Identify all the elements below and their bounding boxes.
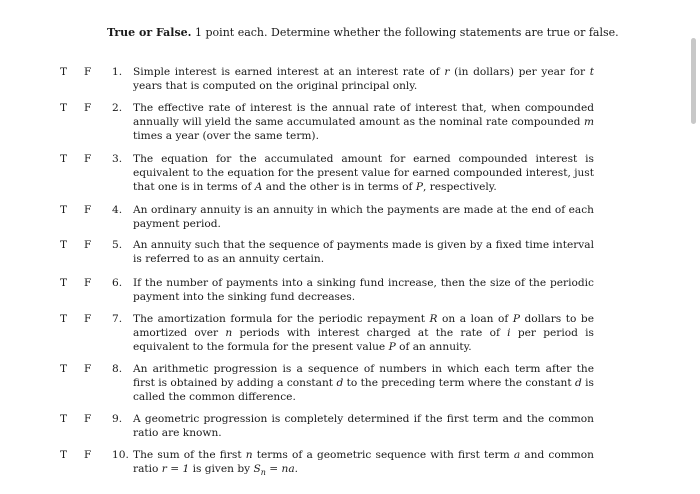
question-text bbox=[133, 312, 594, 355]
false-option[interactable]: F bbox=[84, 313, 92, 325]
true-false-options bbox=[60, 238, 100, 252]
question-number: 10. bbox=[112, 449, 129, 461]
text-run: An annuity such that the sequence of payments made is given by a fixed time interval is referred to as an annuity certain. bbox=[133, 239, 594, 266]
text-run: per period is equivalent to the formula for the present value bbox=[133, 327, 594, 354]
question-number: 3. bbox=[112, 153, 123, 165]
false-option[interactable]: F bbox=[84, 153, 92, 165]
text-run: dollars to be amortized over bbox=[133, 313, 594, 340]
math-symbol: P bbox=[415, 181, 423, 194]
text-run: terms of a geometric sequence with first term bbox=[252, 449, 514, 461]
true-option[interactable]: T bbox=[60, 239, 68, 251]
text-run: is given by bbox=[189, 463, 254, 476]
false-option[interactable]: F bbox=[84, 449, 92, 461]
text-run: (in dollars) per year for bbox=[449, 66, 590, 78]
true-option[interactable]: T bbox=[60, 153, 68, 165]
true-option[interactable]: T bbox=[60, 413, 68, 425]
question-text bbox=[133, 101, 594, 144]
true-false-options bbox=[60, 448, 100, 462]
question-number: 4. bbox=[112, 204, 123, 216]
math-symbol: = na bbox=[265, 463, 295, 476]
true-option[interactable]: T bbox=[60, 102, 68, 114]
true-option[interactable]: T bbox=[60, 277, 68, 289]
math-symbol: r bbox=[444, 66, 450, 78]
false-option[interactable]: F bbox=[84, 102, 92, 114]
text-run: A geometric progression is completely determined if the first term and the common ratio are known. bbox=[133, 413, 594, 440]
true-false-options bbox=[60, 412, 100, 426]
text-run: The sum of the first bbox=[133, 449, 246, 461]
question-text bbox=[133, 276, 594, 304]
text-run: of an annuity. bbox=[395, 341, 472, 354]
question-text bbox=[133, 412, 594, 440]
false-option[interactable]: F bbox=[84, 277, 92, 289]
text-run: An arithmetic progression is a sequence of numbers in which each term after the first is obtained by adding a constant bbox=[133, 363, 594, 390]
math-symbol: S bbox=[253, 463, 261, 476]
math-symbol: n bbox=[225, 327, 233, 340]
question-number: 2. bbox=[112, 102, 123, 114]
true-false-options bbox=[60, 276, 100, 290]
true-false-options bbox=[60, 362, 100, 376]
text-run: The effective rate of interest is the annual rate of interest that, when compounded annually will yield the same accumulated amount as the nominal rate compounded bbox=[133, 102, 594, 129]
question-text bbox=[133, 203, 594, 231]
text-run: years that is computed on the original principal only. bbox=[133, 80, 418, 93]
math-symbol: n bbox=[245, 449, 253, 461]
question-number: 9. bbox=[112, 413, 123, 425]
true-false-options bbox=[60, 101, 100, 115]
math-symbol: a bbox=[513, 449, 521, 461]
instructions-heading: True or False. bbox=[107, 26, 192, 39]
text-run: on a loan of bbox=[437, 313, 513, 325]
question-text bbox=[133, 65, 594, 93]
true-false-options bbox=[60, 65, 100, 79]
math-symbol: t bbox=[589, 66, 594, 78]
text-run: is called the common difference. bbox=[133, 377, 594, 404]
question-text bbox=[133, 152, 594, 195]
text-run: and common ratio bbox=[133, 449, 595, 476]
text-run: The amortization formula for the periodic repayment bbox=[133, 313, 430, 325]
text-run: The equation for the accumulated amount for earned compounded interest is equivalent to the equation for the present value for earned compounded interest, just that one is in terms of bbox=[133, 153, 594, 194]
instructions-text: 1 point each. Determine whether the following statements are true or false. bbox=[191, 26, 619, 39]
true-option[interactable]: T bbox=[60, 204, 68, 216]
math-symbol: P bbox=[512, 313, 520, 325]
text-run: times a year (over the same term). bbox=[133, 130, 319, 143]
question-number: 7. bbox=[112, 313, 123, 325]
false-option[interactable]: F bbox=[84, 413, 92, 425]
math-symbol: A bbox=[254, 181, 263, 194]
math-symbol: m bbox=[583, 116, 594, 129]
true-false-options bbox=[60, 312, 100, 326]
question-number: 5. bbox=[112, 239, 123, 251]
text-run: to the preceding term where the constant bbox=[343, 377, 575, 390]
math-symbol: d bbox=[336, 377, 344, 390]
math-symbol: d bbox=[575, 377, 582, 390]
text-run: Simple interest is earned interest at an interest rate of bbox=[133, 66, 445, 78]
true-option[interactable]: T bbox=[60, 313, 68, 325]
true-option[interactable]: T bbox=[60, 363, 68, 375]
question-text bbox=[133, 238, 594, 266]
question-number: 8. bbox=[112, 363, 123, 375]
question-text bbox=[133, 448, 594, 481]
text-run: . bbox=[294, 463, 299, 476]
false-option[interactable]: F bbox=[84, 204, 92, 216]
question-number: 1. bbox=[112, 66, 123, 78]
text-run: , respectively. bbox=[422, 181, 497, 194]
text-run: periods with interest charged at the rate of bbox=[232, 327, 508, 340]
math-symbol: R bbox=[429, 313, 438, 325]
true-option[interactable]: T bbox=[60, 449, 68, 461]
text-run: An ordinary annuity is an annuity in which the payments are made at the end of each payment period. bbox=[133, 204, 594, 231]
scrollbar-thumb[interactable] bbox=[691, 38, 696, 124]
false-option[interactable]: F bbox=[84, 363, 92, 375]
math-symbol: n bbox=[260, 468, 266, 478]
text-run: and the other is in terms of bbox=[262, 181, 416, 194]
true-option[interactable]: T bbox=[60, 66, 68, 78]
instructions bbox=[107, 25, 619, 40]
false-option[interactable]: F bbox=[84, 239, 92, 251]
true-false-options bbox=[60, 152, 100, 166]
question-number: 6. bbox=[112, 277, 123, 289]
true-false-options bbox=[60, 203, 100, 217]
false-option[interactable]: F bbox=[84, 66, 92, 78]
math-symbol: P bbox=[388, 341, 396, 354]
math-symbol: r = 1 bbox=[161, 463, 190, 476]
text-run: If the number of payments into a sinking fund increase, then the size of the periodic payment into the sinking fund decreases. bbox=[133, 277, 594, 304]
question-text bbox=[133, 362, 594, 405]
math-symbol: i bbox=[507, 327, 511, 340]
